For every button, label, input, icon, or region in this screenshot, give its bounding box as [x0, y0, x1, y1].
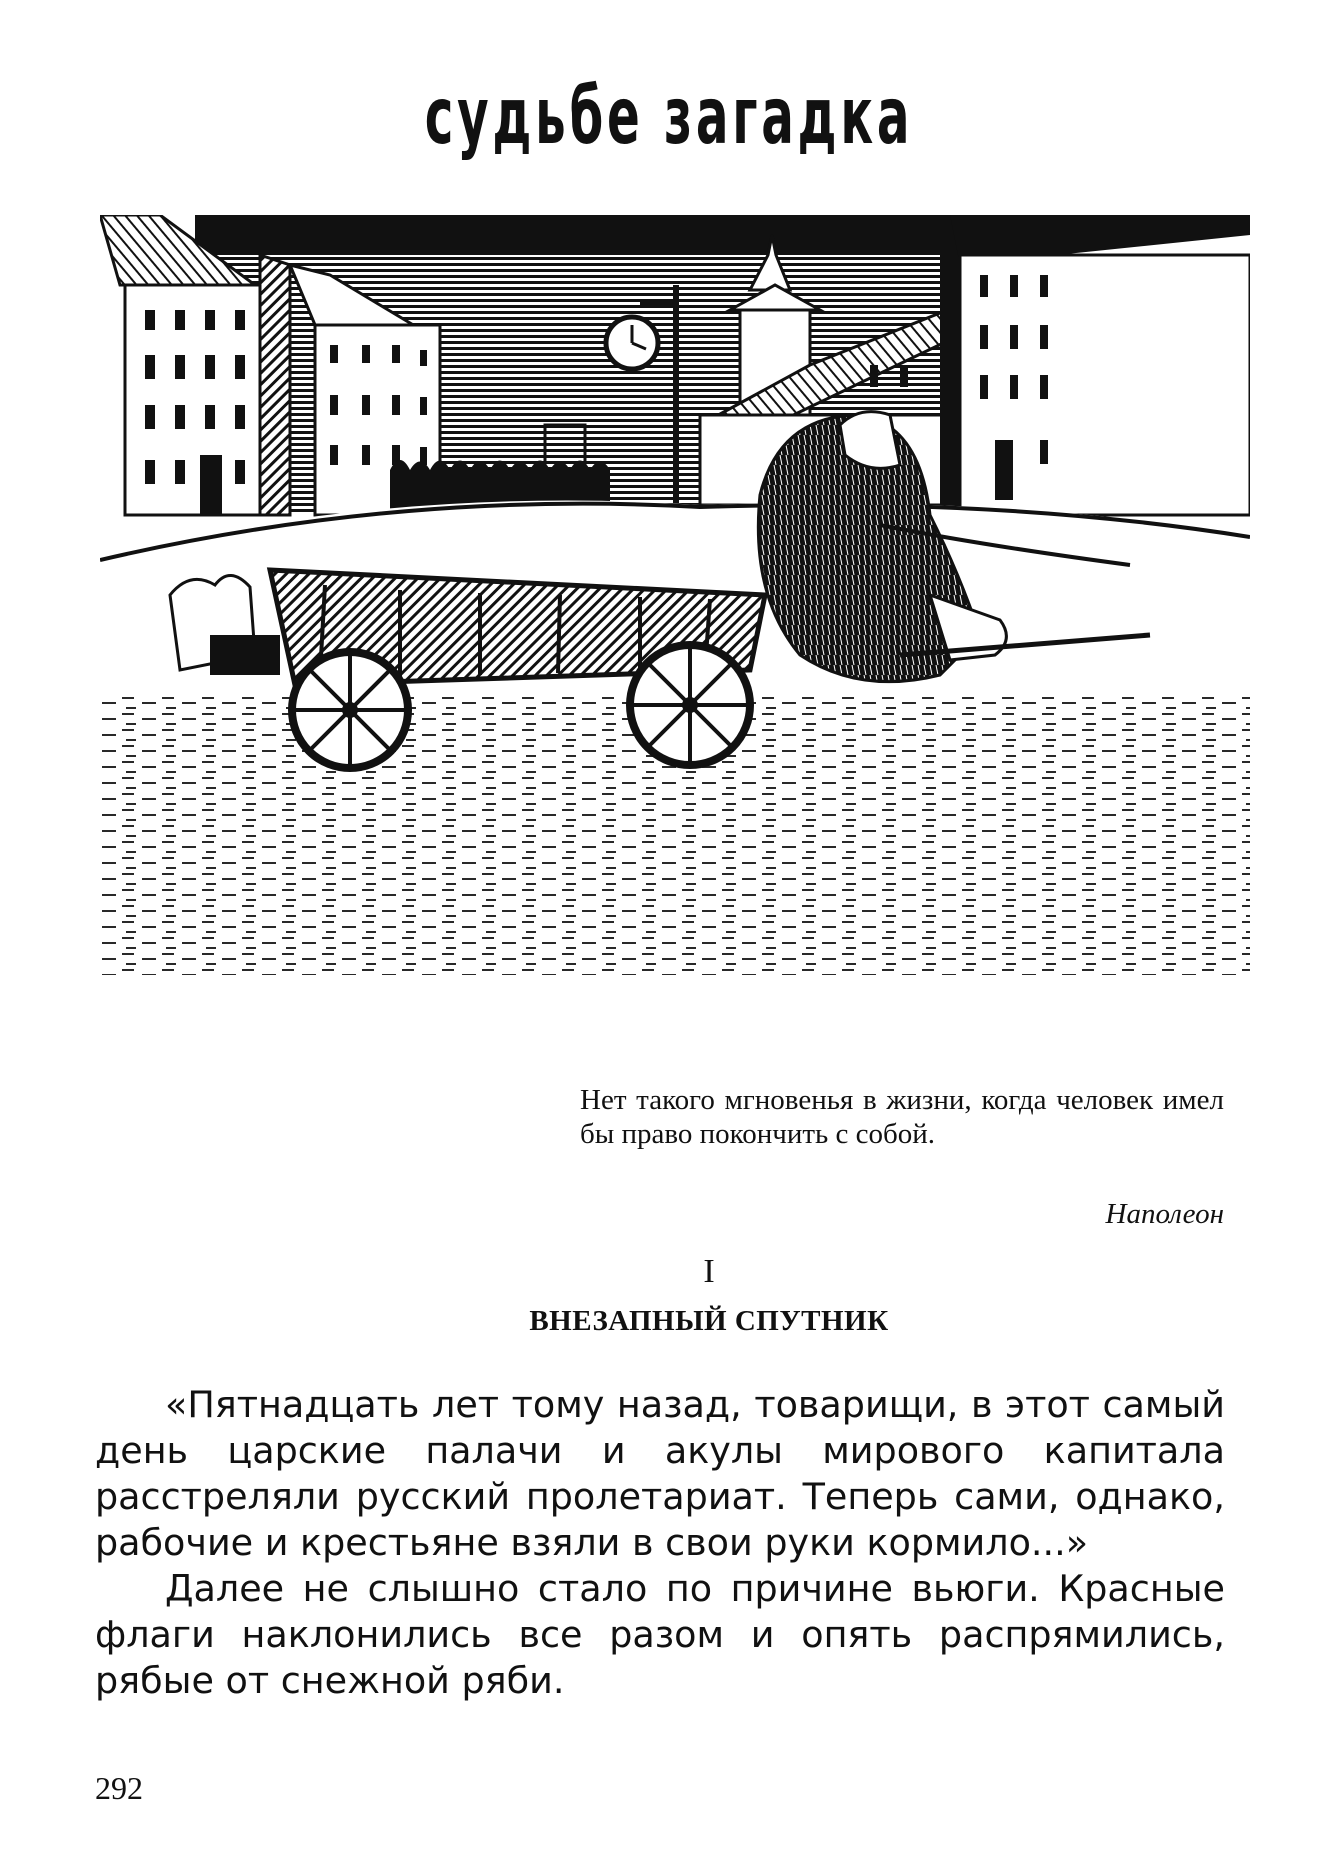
chapter-title: ВНЕЗАПНЫЙ СПУТНИК	[529, 1305, 889, 1337]
body-text	[95, 1382, 1225, 1704]
epigraph-text: Нет такого мгновенья в жизни, когда человек имел бы право покончить с собой.	[580, 1084, 1224, 1150]
paragraph: Далее не слышно стало по причине вьюги. Красные флаги наклонились все разом и опять распрямились, рябые от снежной ряби.	[95, 1567, 1225, 1702]
paragraph: «Пятнадцать лет тому назад, товарищи, в этот самый день царские палачи и акулы мирового капитала расстреляли русский пролетариат. Теперь сами, однако, рабочие и крестьяне взяли в свои руки кормило...»	[95, 1383, 1225, 1564]
epigraph-author: Наполеон	[1105, 1198, 1224, 1230]
page-title: судьбе загадка	[424, 72, 914, 162]
page-number: 292	[95, 1770, 143, 1806]
chapter-number: I	[703, 1253, 715, 1290]
chapter-illustration	[100, 215, 1250, 975]
